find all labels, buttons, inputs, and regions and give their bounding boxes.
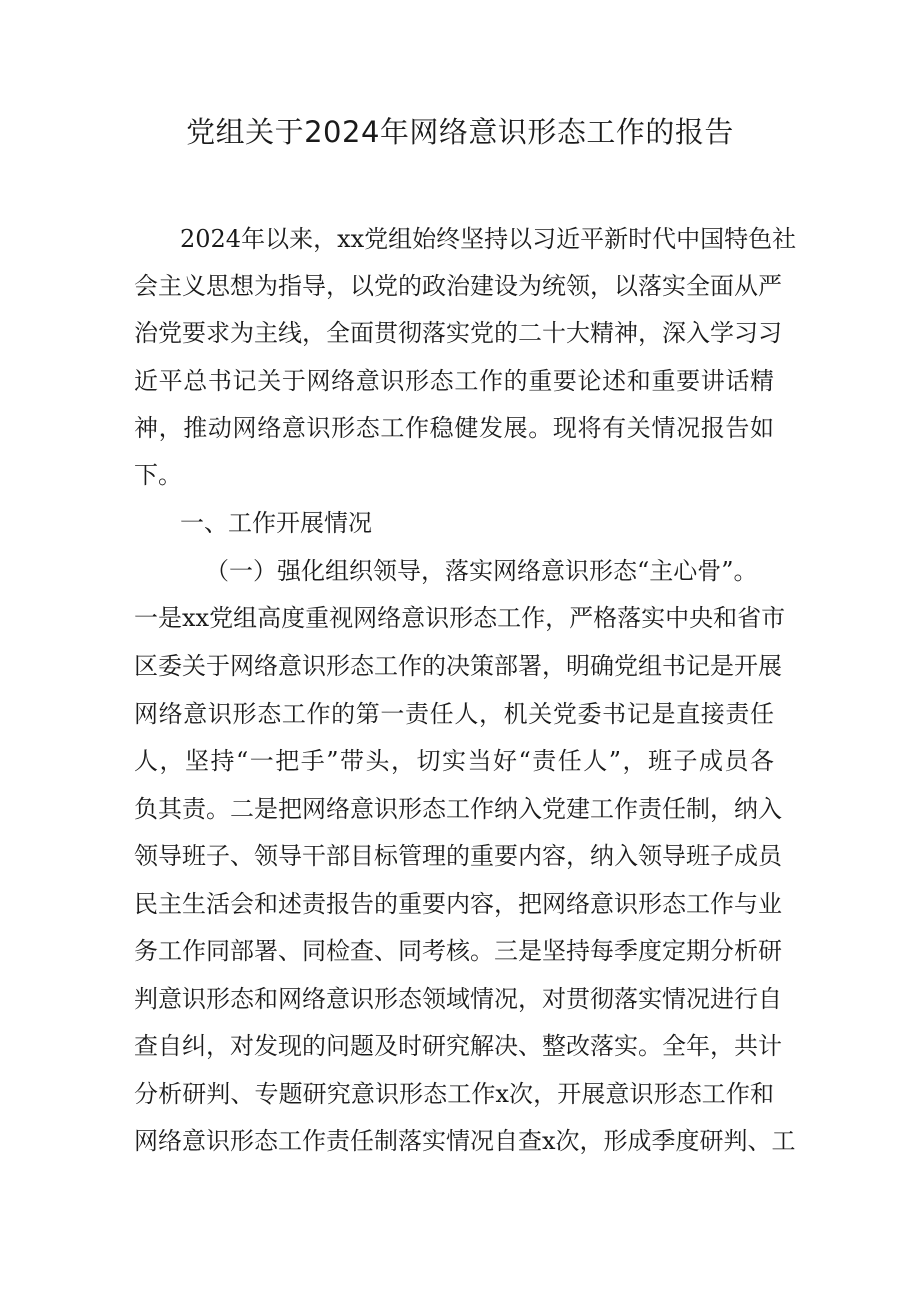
body-line: 神，推动网络意识形态工作稳健发展。现将有关情况报告如 bbox=[134, 414, 774, 442]
section-heading: 一、工作开展情况 bbox=[180, 509, 372, 537]
body-line: 负其责。二是把网络意识形态工作纳入党建工作责任制，纳入 bbox=[134, 795, 782, 823]
subsection-heading: （一）强化组织领导，落实网络意识形态“主心骨”。 bbox=[205, 557, 758, 585]
body-line: 一是xx党组高度重视网络意识形态工作，严格落实中央和省市 bbox=[134, 604, 786, 632]
body-line: 下。 bbox=[134, 461, 182, 489]
body-line: 查自纠，对发现的问题及时研究解决、整改落实。全年，共计 bbox=[134, 1032, 782, 1060]
body-line: 近平总书记关于网络意识形态工作的重要论述和重要讲话精 bbox=[134, 367, 774, 395]
document-title: 党组关于2024年网络意识形态工作的报告 bbox=[186, 115, 734, 149]
body-line: 会主义思想为指导，以党的政治建设为统领，以落实全面从严 bbox=[134, 272, 782, 300]
body-line: 网络意识形态工作的第一责任人，机关党委书记是直接责任 bbox=[134, 700, 774, 728]
body-line: 分析研判、专题研究意识形态工作x次，开展意识形态工作和 bbox=[134, 1080, 774, 1108]
body-line: 判意识形态和网络意识形态领域情况，对贯彻落实情况进行自 bbox=[134, 985, 782, 1013]
body-line: 治党要求为主线，全面贯彻落实党的二十大精神，深入学习习 bbox=[134, 319, 782, 347]
body-line: 2024年以来，xx党组始终坚持以习近平新时代中国特色社 bbox=[180, 225, 797, 253]
body-line: 务工作同部署、同检查、同考核。三是坚持每季度定期分析研 bbox=[134, 937, 782, 965]
body-line: 领导班子、领导干部目标管理的重要内容，纳入领导班子成员 bbox=[134, 842, 782, 870]
body-line: 区委关于网络意识形态工作的决策部署，明确党组书记是开展 bbox=[134, 652, 782, 680]
body-line: 人，坚持“一把手”带头，切实当好“责任人”，班子成员各 bbox=[134, 747, 774, 775]
body-line: 网络意识形态工作责任制落实情况自查x次，形成季度研判、工 bbox=[134, 1127, 796, 1155]
body-line: 民主生活会和述责报告的重要内容，把网络意识形态工作与业 bbox=[134, 890, 782, 918]
